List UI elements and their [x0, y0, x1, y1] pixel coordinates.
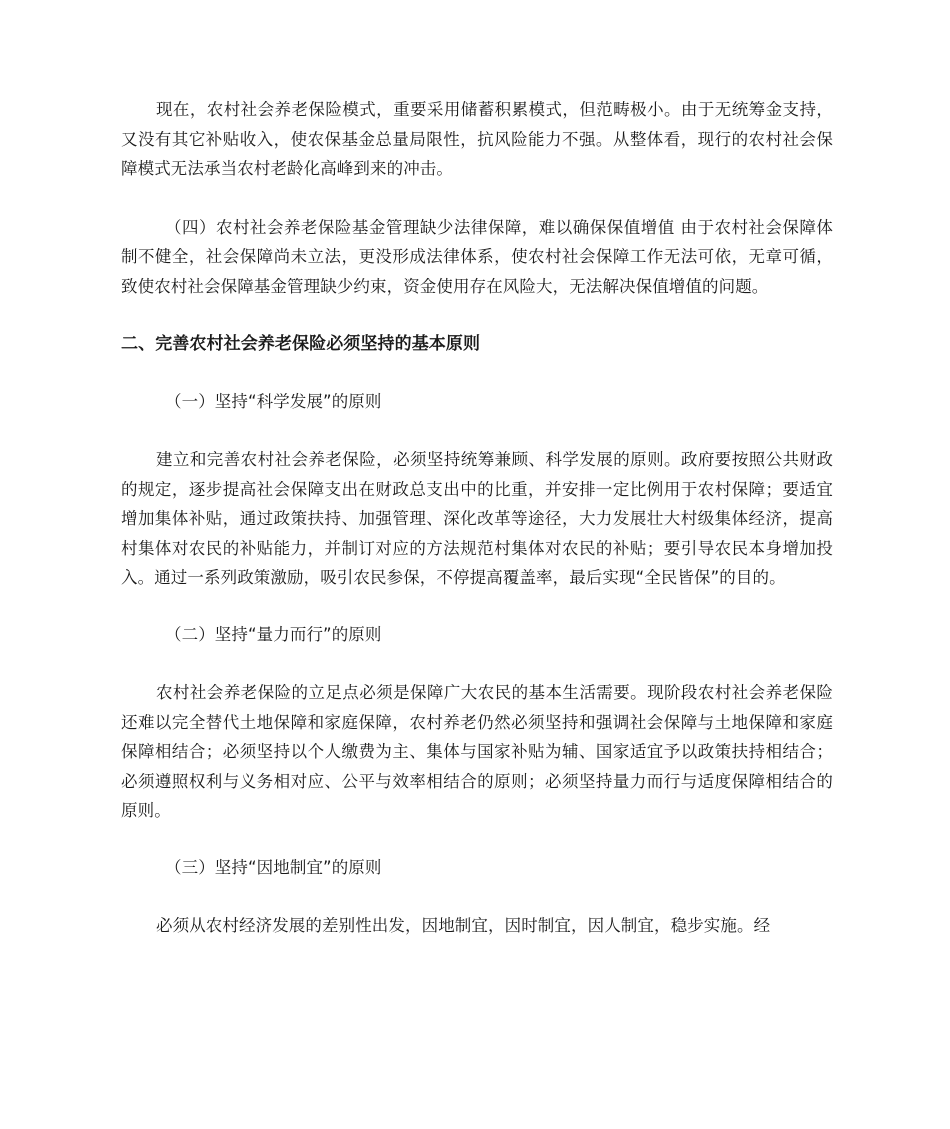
document-page: [121, 95, 833, 941]
section-heading-principles: 二、完善农村社会养老保险必须坚持的基本原则: [121, 334, 481, 354]
subheading-local-conditions: （三）坚持“因地制宜”的原则: [165, 857, 382, 877]
paragraph-fund-management: （四）农村社会养老保险基金管理缺少法律保障，难以确保保值增值 由于农村社会保障体制不健全，社会保障尚未立法，更没形成法律体系，使农村社会保障工作无法可依，无章可循，致使农村社会保障基金管理缺少约束，资金使用存在风险大，无法解决保值增值的问题。: [121, 217, 833, 296]
paragraph-local-conditions: 必须从农村经济发展的差别性出发，因地制宜，因时制宜，因人制宜，稳步实施。经: [156, 916, 771, 935]
paragraph-within-means: 农村社会养老保险的立足点必须是保障广大农民的基本生活需要。现阶段农村社会养老保险还难以完全替代土地保障和家庭保障，农村养老仍然必须坚持和强调社会保障与土地保障和家庭保障相结合；必须坚持以个人缴费为主、集体与国家补贴为辅、国家适宜予以政策扶持相结合；必须遵照权利与义务相对应、公平与效率相结合的原则；必须坚持量力而行与适度保障相结合的原则。: [121, 683, 833, 820]
subheading-within-means: （二）坚持“量力而行”的原则: [165, 624, 382, 644]
subheading-scientific-development: （一）坚持“科学发展”的原则: [165, 391, 382, 411]
paragraph-current-model: 现在，农村社会养老保险模式，重要采用储蓄积累模式，但范畴极小。由于无统筹金支持，又没有其它补贴收入，使农保基金总量局限性，抗风险能力不强。从整体看，现行的农村社会保障模式无法承当农村老龄化高峰到来的冲击。: [121, 100, 833, 178]
paragraph-scientific-development: 建立和完善农村社会养老保险，必须坚持统筹兼顾、科学发展的原则。政府要按照公共财政的规定，逐步提高社会保障支出在财政总支出中的比重，并安排一定比例用于农村保障；要适宜增加集体补贴，通过政策扶持、加强管理、深化改革等途径，大力发展壮大村级集体经济，提高村集体对农民的补贴能力，并制订对应的方法规范村集体对农民的补贴；要引导农民本身增加投入。通过一系列政策激励，吸引农民参保，不停提高覆盖率，最后实现“全民皆保”的目的。: [121, 450, 833, 587]
